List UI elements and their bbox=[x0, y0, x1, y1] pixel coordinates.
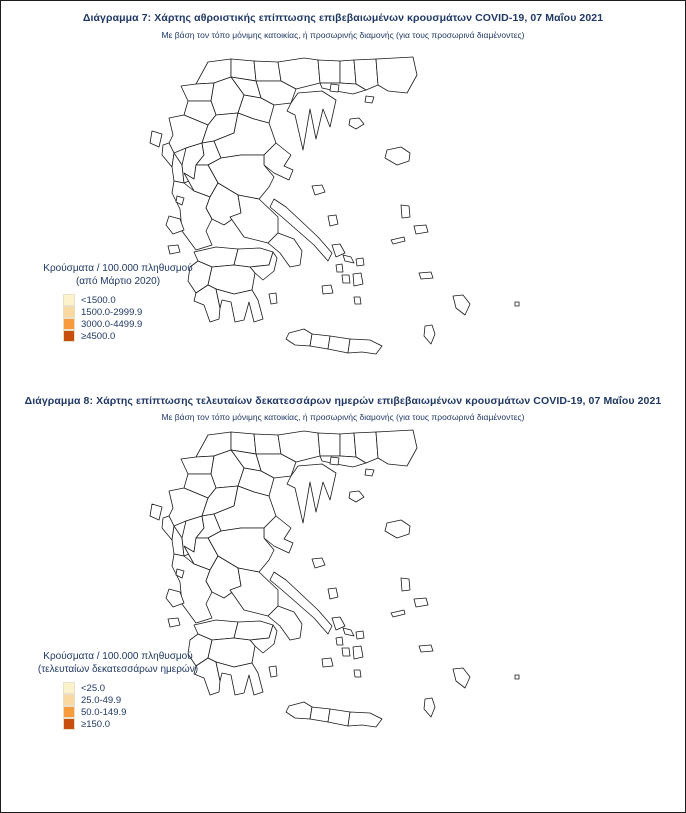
region-sporades bbox=[312, 185, 325, 195]
region-evros bbox=[376, 57, 417, 93]
region-naxos bbox=[353, 273, 363, 286]
region-kos bbox=[419, 645, 433, 652]
region-samos bbox=[414, 225, 428, 234]
region-lesvos bbox=[385, 520, 410, 538]
region-zakynthos bbox=[168, 245, 180, 254]
region-drama bbox=[318, 60, 340, 83]
region-heraklio bbox=[328, 709, 350, 726]
legend-label-class2: 1500.0-2999.9 bbox=[81, 306, 143, 318]
region-kythira bbox=[269, 293, 277, 304]
legend-swatch-class3 bbox=[63, 318, 75, 330]
region-chania bbox=[286, 329, 312, 346]
region-naxos bbox=[353, 646, 363, 659]
region-chalkidiki bbox=[287, 91, 336, 150]
region-thasos bbox=[330, 457, 339, 465]
region-kastellorizo bbox=[515, 675, 519, 679]
legend-item bbox=[63, 706, 207, 718]
legend-swatch-class4 bbox=[63, 330, 75, 342]
map2-subtitle: Με βάση τον τόπο μόνιμης κατοικίας, ή προσωρινής διαμονής (για τους προσωρινά διαμένοντες) bbox=[161, 412, 525, 422]
region-lakonia bbox=[216, 662, 263, 695]
legend-label-class1: <1500.0 bbox=[81, 294, 116, 306]
region-mykonos bbox=[356, 631, 364, 639]
region-limnos bbox=[349, 491, 364, 502]
region-lasithi bbox=[348, 712, 382, 727]
legend-14day-incidence bbox=[29, 650, 207, 730]
legend-label-class3: 3000.0-4499.9 bbox=[81, 318, 143, 330]
region-rethymno bbox=[310, 334, 330, 349]
region-zakynthos bbox=[168, 618, 180, 627]
legend-item bbox=[63, 294, 207, 306]
legend-swatch-class4 bbox=[63, 718, 75, 730]
map2-title: Διάγραμμα 8: Χάρτης επίπτωσης τελευταίων δεκατεσσάρων ημερών επιβεβαιωμένων κρουσμάτων COVID-19, 07 Μαΐου 2021 bbox=[24, 395, 662, 407]
region-ikaria bbox=[391, 237, 405, 244]
region-chalkidiki bbox=[287, 464, 336, 523]
legend-item bbox=[63, 694, 207, 706]
region-skyros bbox=[328, 215, 338, 226]
region-chios bbox=[401, 205, 410, 218]
region-kythira bbox=[269, 666, 277, 677]
region-xanthi bbox=[340, 433, 356, 457]
region-skyros bbox=[328, 588, 338, 599]
legend2-title-line1: Κρούσματα / 100.000 πληθυσμού bbox=[43, 651, 193, 662]
legend-label-class3: 50.0-149.9 bbox=[81, 706, 127, 718]
region-thasos bbox=[330, 84, 339, 92]
region-syros bbox=[336, 637, 343, 645]
region-kilkis bbox=[254, 61, 281, 81]
region-corinthia bbox=[234, 248, 273, 267]
legend2-items bbox=[63, 682, 207, 730]
region-limnos bbox=[349, 118, 364, 129]
legend2-title-line2: (τελευταίων δεκατεσσάρων ημερών) bbox=[37, 664, 199, 675]
map1-title: Διάγραμμα 7: Χάρτης αθροιστικής επίπτωσης επιβεβαιωμένων κρουσμάτων COVID-19, 07 Μαΐου 2021 bbox=[82, 12, 604, 24]
legend-item bbox=[63, 682, 207, 694]
legend-swatch-class3 bbox=[63, 706, 75, 718]
region-milos bbox=[322, 658, 333, 667]
legend-cumulative-incidence bbox=[29, 262, 207, 342]
region-tinos bbox=[343, 255, 354, 263]
region-samos bbox=[414, 598, 428, 607]
legend-swatch-class1 bbox=[63, 682, 75, 694]
region-lasithi bbox=[348, 339, 382, 354]
region-tinos bbox=[343, 628, 354, 636]
region-corfu bbox=[150, 504, 162, 520]
region-corfu bbox=[150, 131, 162, 147]
region-santorini bbox=[354, 297, 361, 304]
legend-label-class2: 25.0-49.9 bbox=[81, 694, 122, 706]
region-rhodes bbox=[453, 295, 470, 315]
legend-item bbox=[63, 718, 207, 730]
legend1-title-line2: (από Μάρτιο 2020) bbox=[75, 276, 161, 287]
legend-item bbox=[63, 318, 207, 330]
legend-swatch-class2 bbox=[63, 694, 75, 706]
region-chania bbox=[286, 702, 312, 719]
region-kastellorizo bbox=[515, 302, 519, 306]
region-karpathos bbox=[424, 325, 435, 344]
region-xanthi bbox=[340, 60, 356, 84]
region-santorini bbox=[354, 670, 361, 677]
region-corinthia bbox=[234, 621, 273, 640]
region-rethymno bbox=[310, 707, 330, 722]
legend-swatch-class2 bbox=[63, 306, 75, 318]
region-kastoria bbox=[181, 456, 214, 474]
region-kastoria bbox=[181, 83, 214, 101]
legend-label-class1: <25.0 bbox=[81, 682, 106, 694]
region-ikaria bbox=[391, 610, 405, 617]
map1-subtitle: Με βάση τον τόπο μόνιμης κατοικίας, ή προσωρινής διαμονής (για τους προσωρινά διαμένοντες) bbox=[161, 30, 525, 40]
region-heraklio bbox=[328, 336, 350, 353]
region-kilkis bbox=[254, 434, 281, 454]
region-paros bbox=[342, 648, 350, 656]
legend-swatch-class1 bbox=[63, 294, 75, 306]
region-kos bbox=[419, 272, 433, 279]
legend1-items bbox=[63, 294, 207, 342]
legend-label-class4: ≥150.0 bbox=[81, 718, 110, 730]
legend-item bbox=[63, 306, 207, 318]
region-karpathos bbox=[424, 698, 435, 717]
legend-label-class4: ≥4500.0 bbox=[81, 330, 116, 342]
region-sporades bbox=[312, 558, 325, 568]
region-lesvos bbox=[385, 147, 410, 165]
legend1-title-line1: Κρούσματα / 100.000 πληθυσμού bbox=[43, 263, 193, 274]
region-paros bbox=[342, 275, 350, 283]
region-lakonia bbox=[216, 289, 263, 322]
region-evros bbox=[376, 430, 417, 466]
region-chios bbox=[401, 578, 410, 591]
legend-item bbox=[63, 330, 207, 342]
region-mykonos bbox=[356, 258, 364, 266]
region-drama bbox=[318, 433, 340, 456]
region-syros bbox=[336, 264, 343, 272]
region-samothraki bbox=[365, 96, 374, 103]
region-samothraki bbox=[365, 469, 374, 476]
region-milos bbox=[322, 285, 333, 294]
region-rhodes bbox=[453, 668, 470, 688]
